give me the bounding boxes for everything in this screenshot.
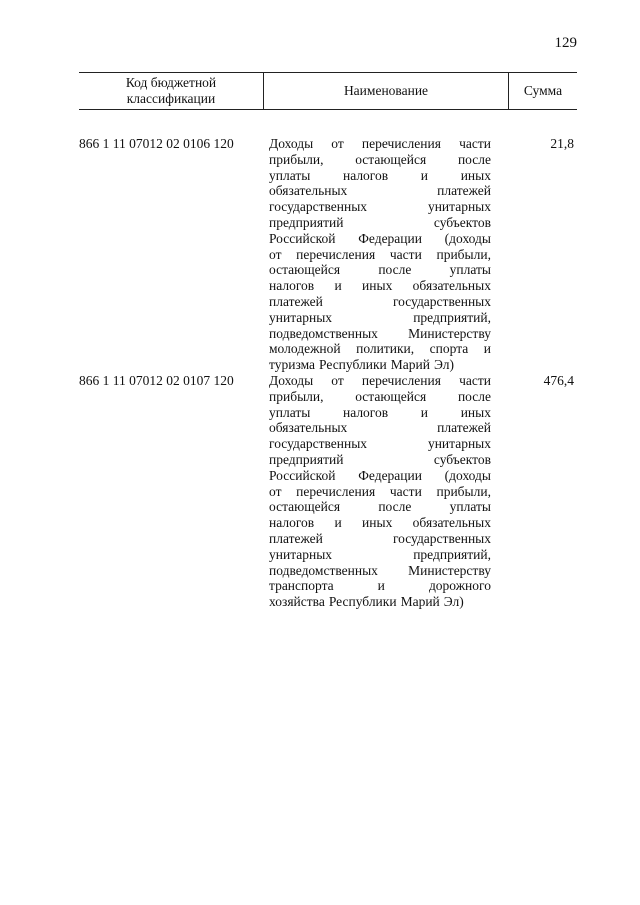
- name-word: перечисления: [361, 372, 441, 388]
- name-word: платежей: [437, 420, 491, 436]
- name-line: [269, 215, 491, 231]
- name-line: [269, 294, 491, 310]
- header-name: Наименование: [264, 73, 509, 109]
- name-word: обязательных: [412, 278, 491, 294]
- name-word: предприятий,: [413, 546, 491, 562]
- name-line: [269, 436, 491, 452]
- name-word: и: [420, 167, 429, 183]
- name-word: налогов: [342, 404, 389, 420]
- name-line: [269, 341, 491, 357]
- name-word: Республики: [328, 594, 397, 610]
- name-word: Марий: [390, 357, 430, 373]
- name-word: от: [269, 483, 282, 499]
- name-word: государственных: [392, 530, 491, 546]
- name-word: от: [331, 372, 344, 388]
- name-line: [269, 310, 491, 326]
- name-word: уплаты: [269, 167, 311, 183]
- name-line: [269, 247, 491, 263]
- name-word: унитарных: [427, 436, 491, 452]
- name-line: [269, 420, 491, 436]
- name-word: остающейся: [269, 499, 341, 515]
- name-word: Доходы: [269, 372, 314, 388]
- name-word: налогов: [342, 167, 389, 183]
- name-word: хозяйства: [269, 594, 325, 610]
- name-word: унитарных: [269, 309, 333, 325]
- header-code-line: Код бюджетной: [125, 75, 217, 90]
- budget-table: [79, 72, 577, 610]
- name-word: платежей: [269, 530, 323, 546]
- amount: 21,8: [550, 136, 574, 151]
- name-word: платежей: [269, 293, 323, 309]
- name-word: (доходы: [444, 467, 491, 483]
- table-body: [79, 136, 577, 610]
- income-name: [269, 136, 491, 373]
- name-word: Министерству: [408, 325, 491, 341]
- name-word: унитарных: [269, 546, 333, 562]
- name-line: [269, 515, 491, 531]
- name-word: платежей: [437, 183, 491, 199]
- name-word: Эл): [443, 594, 464, 610]
- name-word: после: [457, 151, 491, 167]
- name-word: Федерации: [358, 467, 422, 483]
- name-line: [269, 563, 491, 579]
- name-word: подведомственных: [269, 562, 378, 578]
- name-word: уплаты: [269, 404, 311, 420]
- name-word: части: [389, 246, 422, 262]
- name-word: государственных: [269, 199, 368, 215]
- name-word: прибыли,: [269, 151, 324, 167]
- budget-code: 866 1 11 07012 02 0106 120: [79, 136, 234, 151]
- name-word: транспорта: [269, 578, 334, 594]
- name-word: Эл): [433, 357, 454, 373]
- name-word: остающейся: [355, 388, 427, 404]
- name-line: [269, 136, 491, 152]
- amount: 476,4: [543, 372, 574, 388]
- income-name: [269, 373, 491, 610]
- name-word: (доходы: [444, 230, 491, 246]
- name-word: и: [334, 278, 342, 294]
- name-line: [269, 594, 491, 610]
- name-word: после: [457, 388, 491, 404]
- name-word: молодежной: [269, 341, 341, 357]
- name-word: спорта: [429, 341, 469, 357]
- name-line: [269, 326, 491, 342]
- name-word: части: [389, 483, 422, 499]
- name-word: предприятий: [269, 214, 344, 230]
- table-header: [79, 72, 577, 110]
- name-word: туризма: [269, 357, 316, 373]
- name-line: [269, 389, 491, 405]
- name-word: перечисления: [296, 246, 376, 262]
- name-word: Министерству: [408, 562, 491, 578]
- name-word: Российской: [269, 467, 336, 483]
- name-word: прибыли,: [436, 483, 491, 499]
- name-line: [269, 278, 491, 294]
- name-word: от: [331, 136, 344, 151]
- name-word: иных: [362, 278, 393, 294]
- name-word: иных: [460, 404, 491, 420]
- name-line: [269, 199, 491, 215]
- name-line: [269, 231, 491, 247]
- name-line: [269, 168, 491, 184]
- name-word: Доходы: [269, 136, 314, 151]
- table-row: [79, 373, 577, 610]
- name-word: части: [459, 372, 491, 388]
- name-word: дорожного: [428, 578, 491, 594]
- name-word: после: [378, 499, 412, 515]
- name-word: предприятий,: [413, 309, 491, 325]
- name-word: остающейся: [269, 262, 341, 278]
- name-word: подведомственных: [269, 325, 378, 341]
- name-line: [269, 357, 491, 373]
- name-word: прибыли,: [269, 388, 324, 404]
- name-word: после: [378, 262, 412, 278]
- name-line: [269, 152, 491, 168]
- name-line: [269, 578, 491, 594]
- name-word: иных: [460, 167, 491, 183]
- page-number: 129: [554, 35, 577, 51]
- name-word: уплаты: [449, 262, 491, 278]
- header-code-line: классификации: [126, 91, 216, 106]
- name-word: субъектов: [433, 214, 491, 230]
- budget-code: 866 1 11 07012 02 0107 120: [79, 372, 234, 388]
- name-line: [269, 405, 491, 421]
- name-word: обязательных: [412, 515, 491, 531]
- header-sum: Сумма: [523, 83, 563, 98]
- name-word: Марий: [400, 594, 440, 610]
- name-word: и: [334, 515, 342, 531]
- name-word: государственных: [269, 436, 368, 452]
- name-line: [269, 547, 491, 563]
- name-word: части: [459, 136, 491, 151]
- name-word: Республики: [319, 357, 387, 373]
- name-line: [269, 452, 491, 468]
- name-word: обязательных: [269, 420, 348, 436]
- table-row: [79, 136, 577, 373]
- name-line: [269, 531, 491, 547]
- name-word: налогов: [269, 278, 315, 294]
- name-word: обязательных: [269, 183, 348, 199]
- header-code: [79, 73, 264, 109]
- name-word: прибыли,: [436, 246, 491, 262]
- name-word: перечисления: [361, 136, 441, 151]
- name-word: и: [377, 578, 385, 594]
- name-word: субъектов: [433, 451, 491, 467]
- name-line: [269, 499, 491, 515]
- name-line: [269, 183, 491, 199]
- name-word: налогов: [269, 515, 315, 531]
- name-line: [269, 373, 491, 389]
- name-line: [269, 484, 491, 500]
- name-word: унитарных: [427, 199, 491, 215]
- name-word: уплаты: [449, 499, 491, 515]
- name-word: иных: [362, 515, 393, 531]
- name-line: [269, 468, 491, 484]
- name-word: от: [269, 246, 282, 262]
- name-word: политики,: [356, 341, 415, 357]
- name-word: предприятий: [269, 451, 344, 467]
- name-line: [269, 262, 491, 278]
- name-word: Российской: [269, 230, 336, 246]
- name-word: и: [483, 341, 491, 357]
- name-word: Федерации: [358, 230, 422, 246]
- name-word: и: [420, 404, 429, 420]
- name-word: перечисления: [296, 483, 376, 499]
- name-word: государственных: [392, 293, 491, 309]
- name-word: остающейся: [355, 151, 427, 167]
